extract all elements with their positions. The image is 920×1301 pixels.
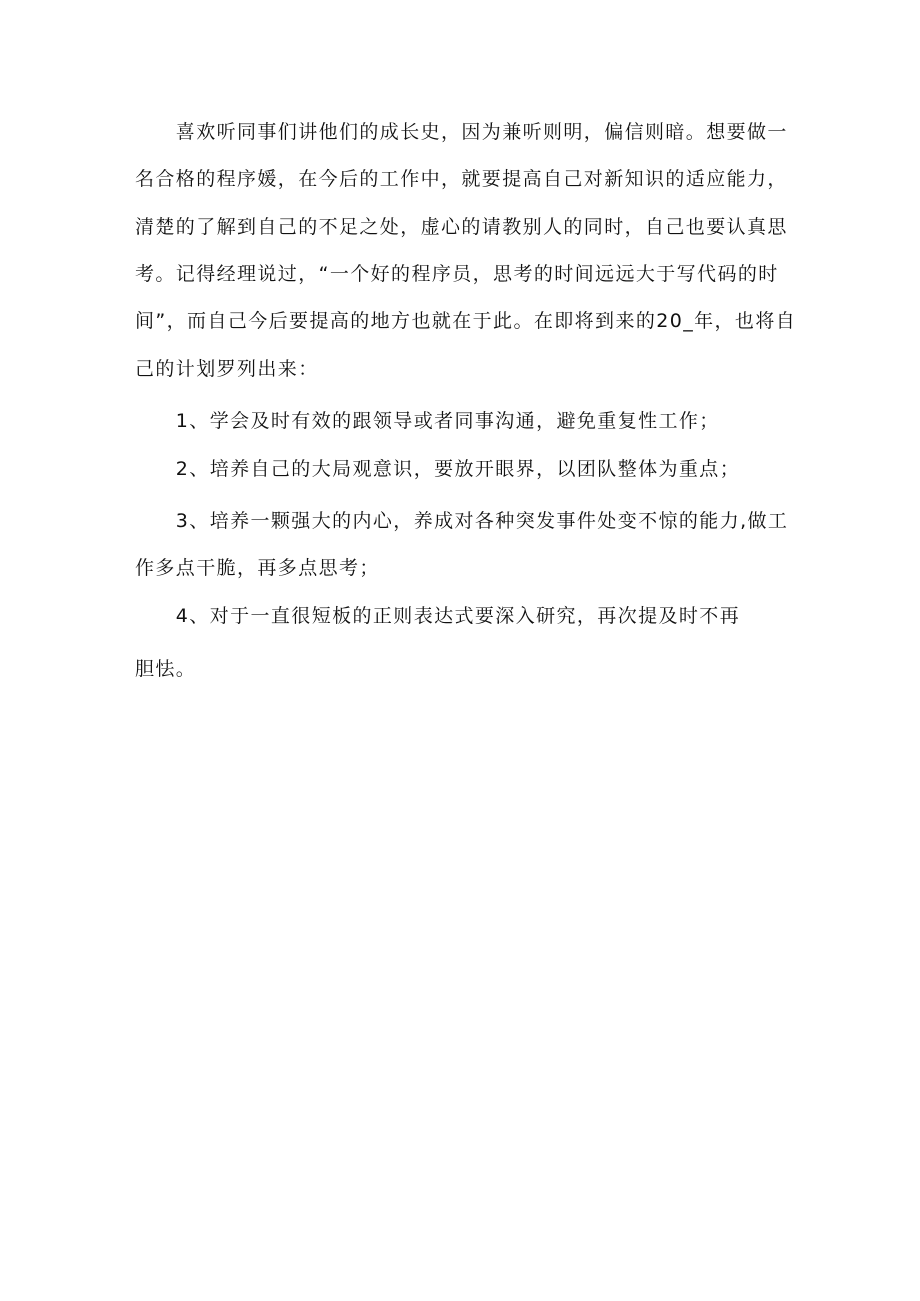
list-item-4-line-2: 胆怯。 <box>135 658 197 680</box>
list-item-4-line-1: 4、对于一直很短板的正则表达式要深入研究，再次提及时不再 <box>135 605 741 627</box>
list-item-3-line-1: 3、培养一颗强大的内心，养成对各种突发事件处变不惊的能力,做工 <box>135 510 789 532</box>
paragraph-line-1: 喜欢听同事们讲他们的成长史，因为兼听则明，偏信则暗。想要做一 <box>135 121 788 143</box>
paragraph-line-4: 考。记得经理说过，“一个好的程序员，思考的时间远远大于写代码的时 <box>135 263 779 285</box>
paragraph-line-5: 间”，而自己今后要提高的地方也就在于此。在即将到来的20_年，也将自 <box>135 310 797 332</box>
paragraph-line-3: 清楚的了解到自己的不足之处，虚心的请教别人的同时，自己也要认真思 <box>135 216 788 238</box>
list-item-2: 2、培养自己的大局观意识，要放开眼界，以团队整体为重点； <box>135 458 741 480</box>
paragraph-line-2: 名合格的程序媛，在今后的工作中，就要提高自己对新知识的适应能力， <box>135 168 788 190</box>
list-item-3-line-2: 作多点干脆，再多点思考； <box>135 557 380 579</box>
list-item-1: 1、学会及时有效的跟领导或者同事沟通，避免重复性工作； <box>135 410 720 432</box>
paragraph-line-6: 己的计划罗列出来： <box>135 358 319 380</box>
